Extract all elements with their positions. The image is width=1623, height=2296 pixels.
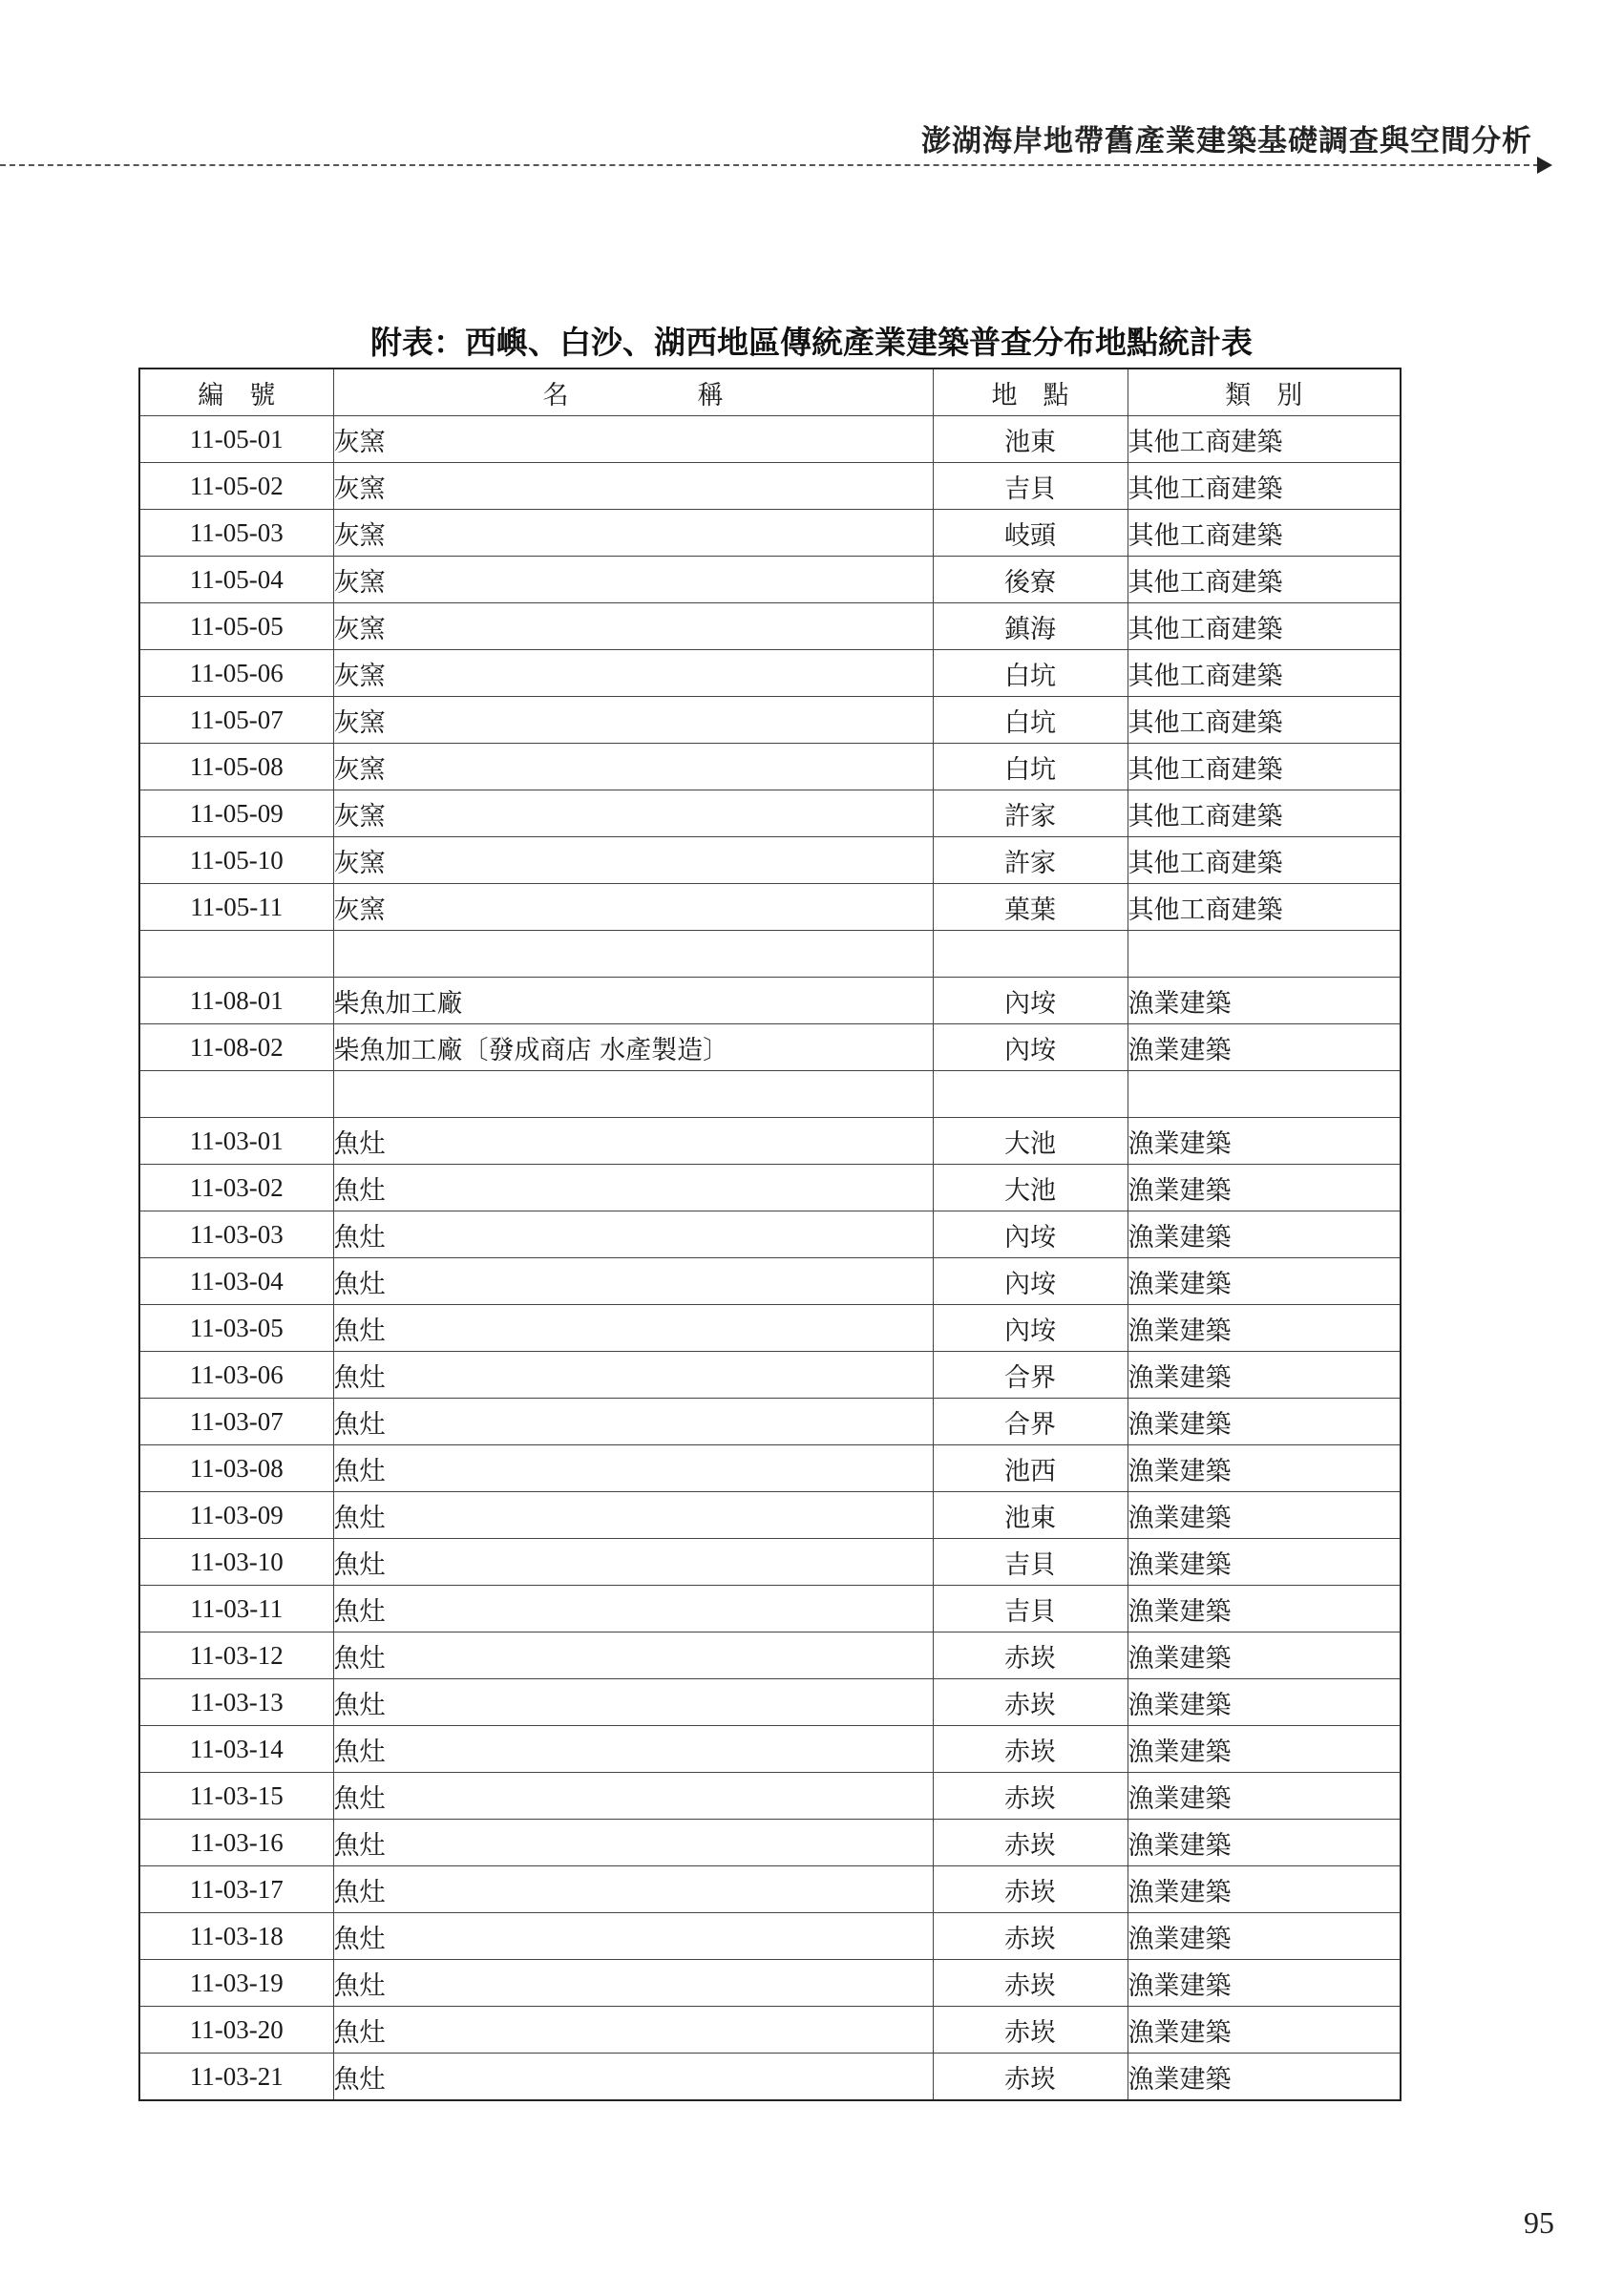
cell-code: 11-03-17 [139,1866,333,1913]
cell-location: 赤崁 [933,1679,1128,1726]
cell-code: 11-03-09 [139,1492,333,1539]
cell-name: 魚灶 [333,1445,933,1492]
arrow-right-icon [1537,157,1552,174]
cell-name: 魚灶 [333,1118,933,1165]
cell-location: 大池 [933,1118,1128,1165]
cell-code: 11-03-01 [139,1118,333,1165]
cell-location: 白坑 [933,744,1128,790]
cell-location: 赤崁 [933,1960,1128,2007]
cell-code: 11-03-19 [139,1960,333,2007]
cell-code: 11-03-06 [139,1352,333,1399]
table-row [139,744,1401,790]
cell-category: 漁業建築 [1128,1820,1401,1866]
cell-name: 魚灶 [333,1539,933,1586]
cell-name: 灰窯 [333,697,933,744]
table-row [139,837,1401,884]
table-row [139,650,1401,697]
cell-name: 魚灶 [333,2054,933,2101]
cell-code: 11-03-13 [139,1679,333,1726]
table-title: 附表：西嶼、白沙、湖西地區傳統產業建築普查分布地點統計表 [370,324,1253,361]
cell-location: 合界 [933,1399,1128,1445]
cell-code: 11-03-20 [139,2007,333,2054]
cell-location: 內垵 [933,1211,1128,1258]
cell-location: 池東 [933,416,1128,463]
cell-category: 漁業建築 [1128,1773,1401,1820]
cell-location: 池西 [933,1445,1128,1492]
table-row [139,1211,1401,1258]
table-row [139,978,1401,1024]
cell-name: 魚灶 [333,1960,933,2007]
cell-location: 吉貝 [933,1539,1128,1586]
cell-location: 吉貝 [933,463,1128,510]
cell-code: 11-03-08 [139,1445,333,1492]
cell-category: 漁業建築 [1128,1960,1401,2007]
cell-code: 11-05-01 [139,416,333,463]
cell-code: 11-03-05 [139,1305,333,1352]
cell-category: 漁業建築 [1128,1211,1401,1258]
cell-code: 11-03-12 [139,1632,333,1679]
table-row [139,1586,1401,1632]
column-header-name: 名 稱 [333,369,933,416]
cell-name: 魚灶 [333,1913,933,1960]
table-row [139,1305,1401,1352]
cell-code: 11-05-08 [139,744,333,790]
cell-code: 11-03-16 [139,1820,333,1866]
cell-category: 其他工商建築 [1128,463,1401,510]
cell-location: 合界 [933,1352,1128,1399]
cell-category: 漁業建築 [1128,1632,1401,1679]
cell-code: 11-05-10 [139,837,333,884]
table-header-row [139,369,1401,416]
cell-location: 白坑 [933,697,1128,744]
cell-category: 漁業建築 [1128,2054,1401,2101]
table-row [139,1071,1401,1118]
cell-code: 11-03-04 [139,1258,333,1305]
cell-location: 菓葉 [933,884,1128,931]
cell-code: 11-03-14 [139,1726,333,1773]
table-row [139,510,1401,557]
cell-code [139,931,333,978]
cell-location: 赤崁 [933,2007,1128,2054]
cell-name: 魚灶 [333,1211,933,1258]
cell-location: 赤崁 [933,1632,1128,1679]
cell-category: 漁業建築 [1128,1913,1401,1960]
table-row [139,790,1401,837]
cell-code: 11-05-11 [139,884,333,931]
cell-name: 灰窯 [333,603,933,650]
cell-category: 其他工商建築 [1128,884,1401,931]
cell-name: 魚灶 [333,1492,933,1539]
cell-name: 魚灶 [333,1399,933,1445]
cell-code: 11-03-18 [139,1913,333,1960]
cell-location: 鎮海 [933,603,1128,650]
cell-category: 漁業建築 [1128,1305,1401,1352]
table-row [139,1726,1401,1773]
cell-code: 11-05-02 [139,463,333,510]
table-row [139,1913,1401,1960]
cell-name: 魚灶 [333,2007,933,2054]
cell-category: 漁業建築 [1128,1165,1401,1211]
table-row [139,931,1401,978]
column-header-category: 類 別 [1128,369,1401,416]
cell-name: 灰窯 [333,510,933,557]
cell-category: 其他工商建築 [1128,603,1401,650]
table-row [139,1679,1401,1726]
table-row [139,1165,1401,1211]
table-row [139,1632,1401,1679]
cell-code: 11-05-07 [139,697,333,744]
cell-name: 柴魚加工廠 [333,978,933,1024]
cell-category [1128,1071,1401,1118]
cell-name: 魚灶 [333,1258,933,1305]
cell-location [933,931,1128,978]
running-header-title: 澎湖海岸地帶舊產業建築基礎調查與空間分析 [921,124,1532,158]
cell-name: 魚灶 [333,1352,933,1399]
cell-location: 後寮 [933,557,1128,603]
cell-name: 灰窯 [333,416,933,463]
table-row [139,1960,1401,2007]
cell-location [933,1071,1128,1118]
cell-name: 魚灶 [333,1632,933,1679]
cell-category: 漁業建築 [1128,2007,1401,2054]
cell-category: 漁業建築 [1128,1352,1401,1399]
cell-name: 灰窯 [333,557,933,603]
cell-category: 漁業建築 [1128,1726,1401,1773]
table-row [139,557,1401,603]
cell-category: 漁業建築 [1128,1399,1401,1445]
table-row [139,1773,1401,1820]
cell-location: 內垵 [933,1024,1128,1071]
column-header-code: 編 號 [139,369,333,416]
cell-category: 其他工商建築 [1128,650,1401,697]
table-row [139,2054,1401,2101]
table-row [139,1118,1401,1165]
cell-code: 11-03-07 [139,1399,333,1445]
cell-location: 赤崁 [933,1726,1128,1773]
cell-category: 漁業建築 [1128,1445,1401,1492]
cell-name: 灰窯 [333,837,933,884]
cell-category: 其他工商建築 [1128,416,1401,463]
cell-location: 內垵 [933,1305,1128,1352]
cell-name: 魚灶 [333,1679,933,1726]
cell-category: 漁業建築 [1128,1586,1401,1632]
cell-name: 灰窯 [333,463,933,510]
cell-name: 灰窯 [333,884,933,931]
cell-name: 魚灶 [333,1165,933,1211]
cell-code: 11-05-03 [139,510,333,557]
cell-category: 漁業建築 [1128,1024,1401,1071]
cell-code [139,1071,333,1118]
cell-name: 魚灶 [333,1305,933,1352]
cell-location: 赤崁 [933,1773,1128,1820]
cell-code: 11-03-10 [139,1539,333,1586]
table-row [139,1399,1401,1445]
cell-location: 吉貝 [933,1586,1128,1632]
cell-code: 11-03-11 [139,1586,333,1632]
cell-code: 11-05-09 [139,790,333,837]
table-row [139,1445,1401,1492]
cell-category: 漁業建築 [1128,1679,1401,1726]
table-row [139,1539,1401,1586]
cell-code: 11-03-02 [139,1165,333,1211]
cell-location: 內垵 [933,978,1128,1024]
page-number: 95 [1524,2205,1554,2240]
survey-table [138,368,1402,2101]
cell-name [333,1071,933,1118]
cell-location: 內垵 [933,1258,1128,1305]
cell-location: 白坑 [933,650,1128,697]
cell-category [1128,931,1401,978]
table-row [139,697,1401,744]
cell-code: 11-03-21 [139,2054,333,2101]
cell-category: 其他工商建築 [1128,697,1401,744]
table-row [139,1820,1401,1866]
cell-code: 11-05-04 [139,557,333,603]
cell-name: 魚灶 [333,1773,933,1820]
cell-name: 灰窯 [333,744,933,790]
table-row [139,1492,1401,1539]
cell-location: 大池 [933,1165,1128,1211]
cell-name: 魚灶 [333,1726,933,1773]
cell-name: 魚灶 [333,1866,933,1913]
cell-category: 其他工商建築 [1128,837,1401,884]
cell-name: 魚灶 [333,1586,933,1632]
cell-category: 漁業建築 [1128,1118,1401,1165]
cell-location: 赤崁 [933,1913,1128,1960]
cell-location: 池東 [933,1492,1128,1539]
cell-code: 11-08-01 [139,978,333,1024]
cell-code: 11-08-02 [139,1024,333,1071]
cell-name: 魚灶 [333,1820,933,1866]
cell-location: 赤崁 [933,1820,1128,1866]
cell-category: 其他工商建築 [1128,744,1401,790]
table-row [139,1024,1401,1071]
cell-category: 漁業建築 [1128,978,1401,1024]
cell-category: 其他工商建築 [1128,510,1401,557]
cell-location: 許家 [933,837,1128,884]
table-row [139,1866,1401,1913]
table-row [139,2007,1401,2054]
cell-code: 11-05-05 [139,603,333,650]
table-row [139,603,1401,650]
table-body [139,416,1401,2101]
cell-category: 漁業建築 [1128,1866,1401,1913]
header-dashed-rule [0,164,1539,166]
table-row [139,1258,1401,1305]
table-row [139,416,1401,463]
cell-category: 漁業建築 [1128,1539,1401,1586]
cell-code: 11-03-15 [139,1773,333,1820]
cell-name: 灰窯 [333,650,933,697]
cell-category: 其他工商建築 [1128,790,1401,837]
cell-location: 岐頭 [933,510,1128,557]
cell-name: 柴魚加工廠〔發成商店 水產製造〕 [333,1024,933,1071]
cell-location: 許家 [933,790,1128,837]
cell-category: 其他工商建築 [1128,557,1401,603]
table-row [139,1352,1401,1399]
column-header-location: 地 點 [933,369,1128,416]
cell-location: 赤崁 [933,1866,1128,1913]
table-row [139,884,1401,931]
cell-category: 漁業建築 [1128,1492,1401,1539]
cell-category: 漁業建築 [1128,1258,1401,1305]
cell-name: 灰窯 [333,790,933,837]
cell-code: 11-03-03 [139,1211,333,1258]
cell-location: 赤崁 [933,2054,1128,2101]
cell-code: 11-05-06 [139,650,333,697]
cell-name [333,931,933,978]
table-row [139,463,1401,510]
